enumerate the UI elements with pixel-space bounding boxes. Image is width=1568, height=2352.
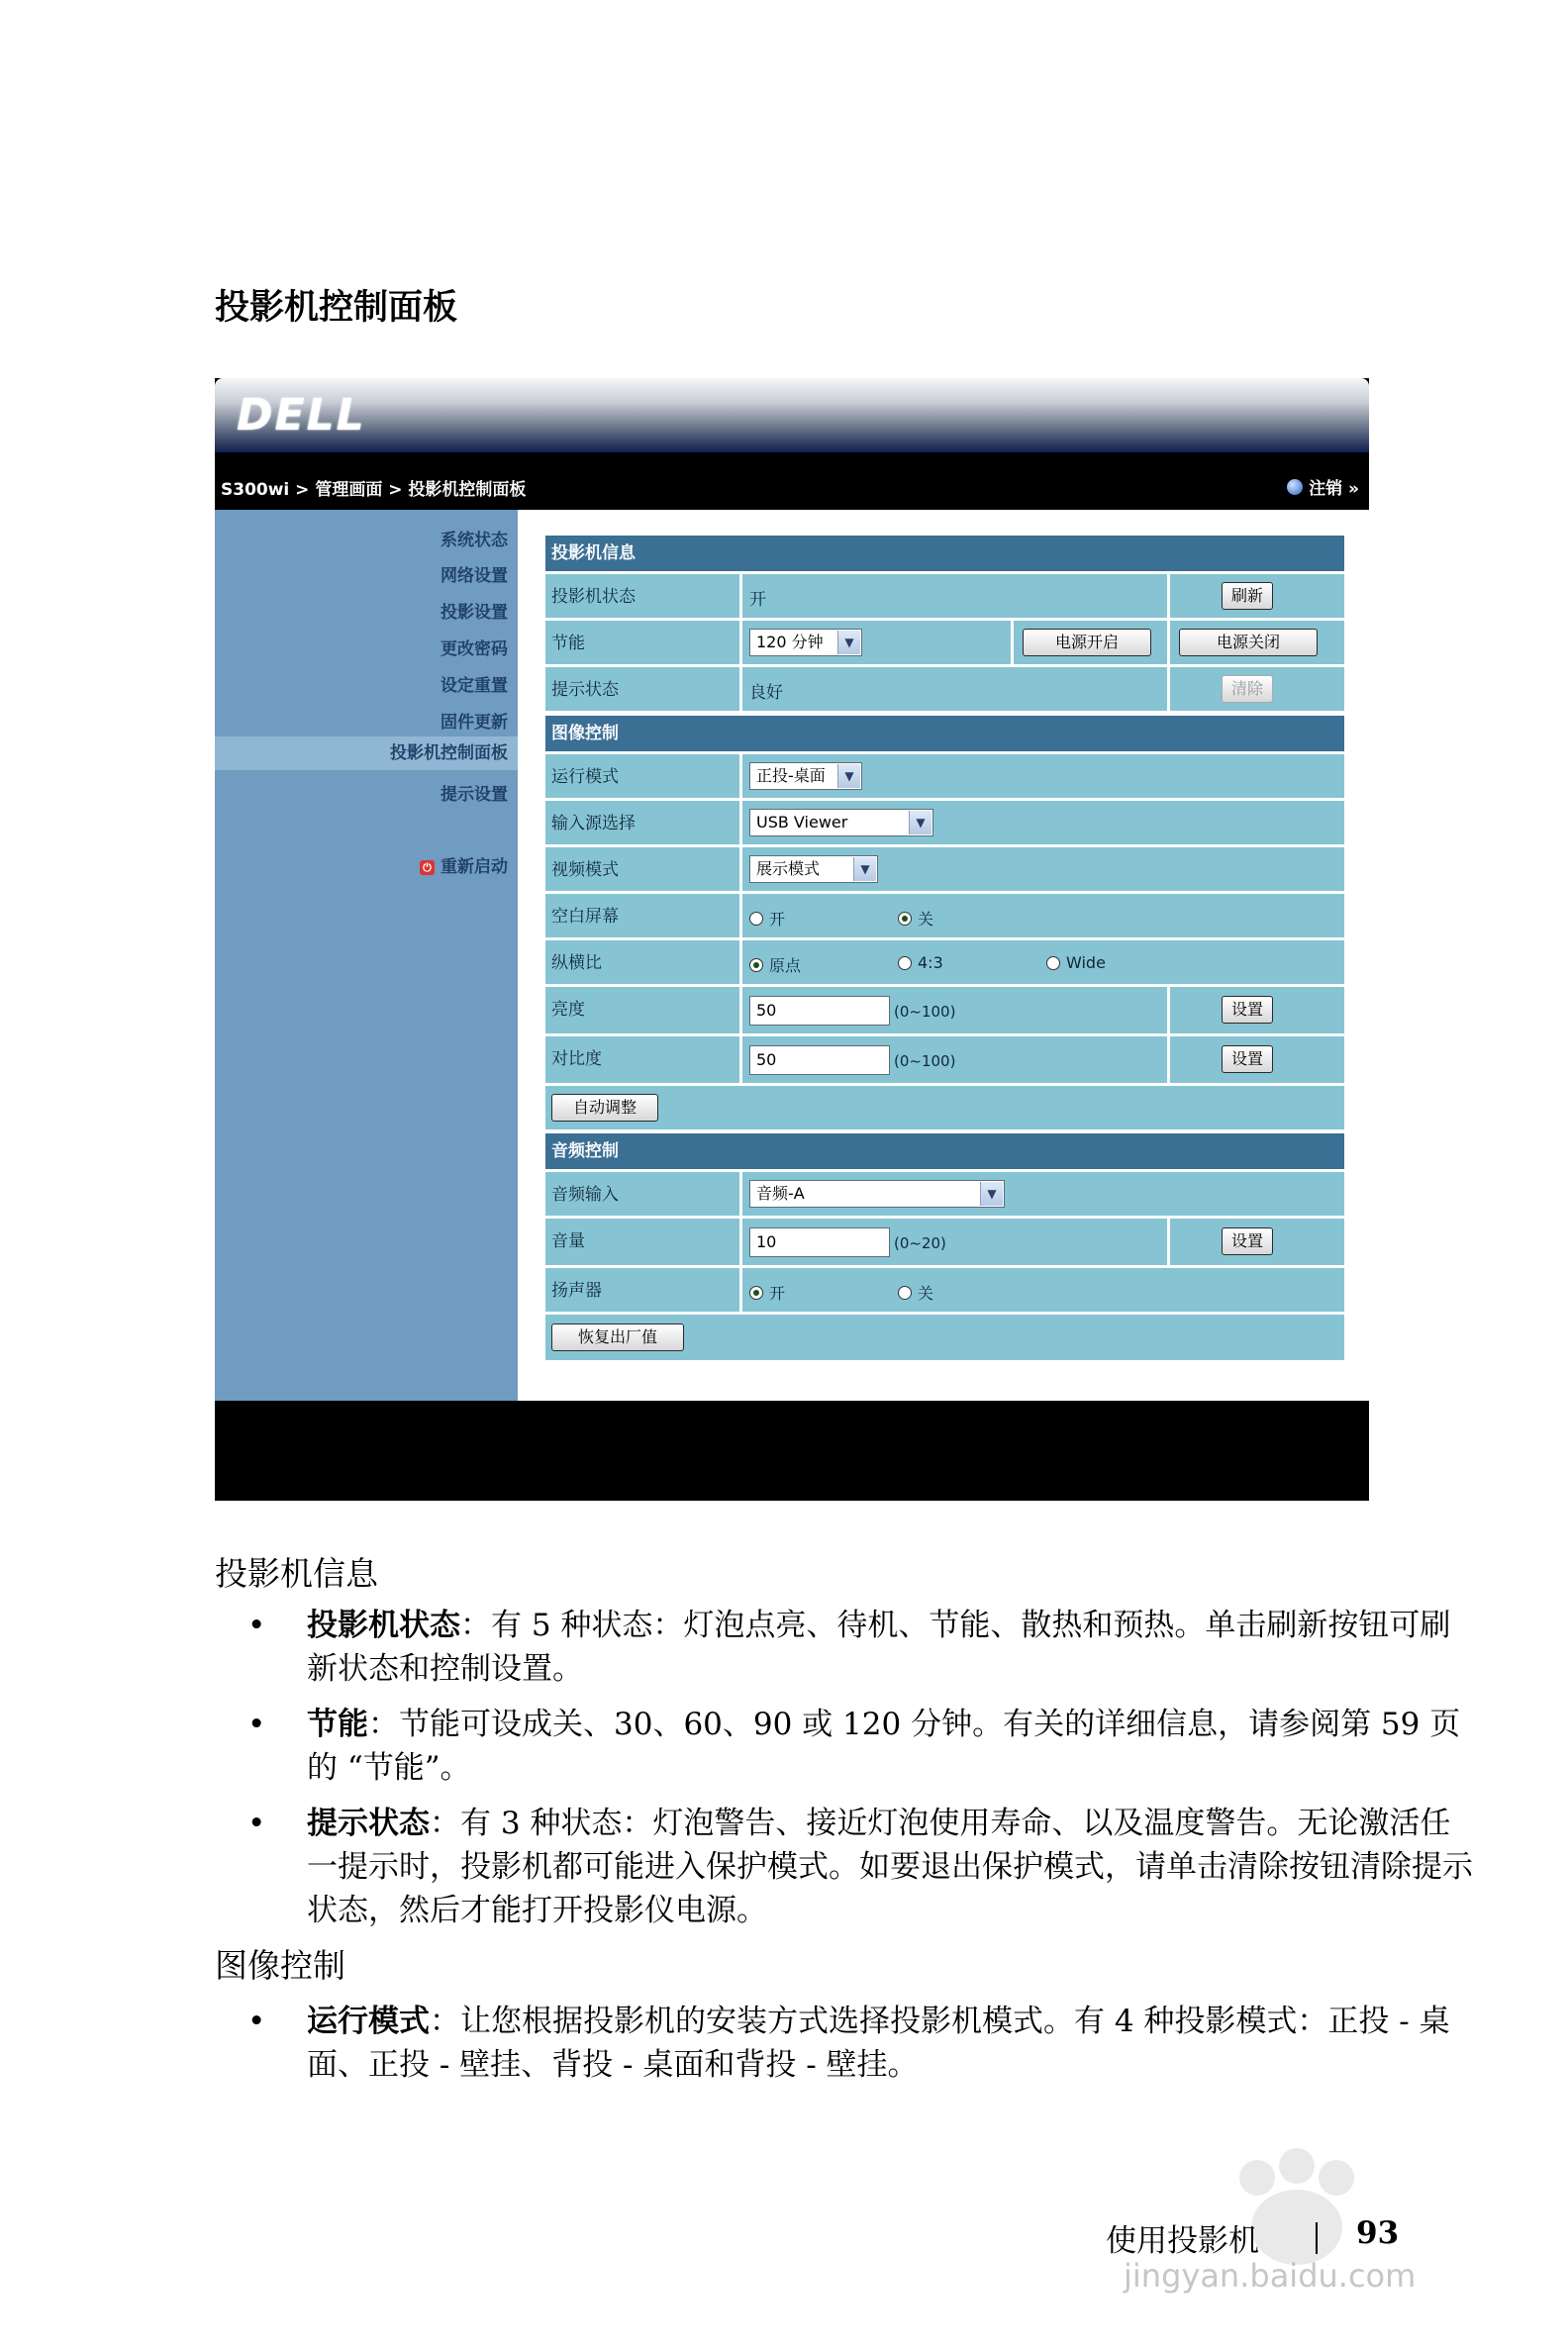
subheading-projector-info: 投影机信息 bbox=[215, 1554, 378, 1593]
row-volume bbox=[545, 1219, 1344, 1265]
row-auto-adjust bbox=[545, 1086, 1344, 1129]
control-panel-main bbox=[518, 510, 1369, 1401]
sidebar-item-system-status[interactable]: 系统状态 bbox=[441, 531, 508, 550]
power-icon: ⏻ bbox=[420, 860, 435, 875]
refresh-button[interactable]: 刷新 bbox=[1222, 582, 1273, 610]
aspect-original-radio[interactable]: 原点 bbox=[749, 953, 801, 976]
breadcrumb: S300wi > 管理画面 > 投影机控制面板 bbox=[221, 480, 527, 500]
clear-button[interactable]: 清除 bbox=[1222, 675, 1273, 703]
chevron-down-icon: ▼ bbox=[853, 857, 876, 881]
subheading-image-control: 图像控制 bbox=[215, 1946, 345, 1985]
speaker-off-radio[interactable]: 关 bbox=[898, 1281, 933, 1304]
dell-logo: DELL bbox=[237, 390, 366, 441]
chevron-down-icon: ▼ bbox=[837, 764, 860, 788]
sidebar-item-restart[interactable] bbox=[420, 852, 508, 877]
row-audio-input bbox=[545, 1172, 1344, 1216]
aspect-43-radio[interactable]: 4:3 bbox=[898, 953, 943, 972]
radio-icon bbox=[898, 956, 912, 970]
globe-icon bbox=[1287, 479, 1303, 495]
dell-header-bar bbox=[215, 378, 1369, 452]
footer-divider bbox=[1316, 2222, 1318, 2254]
logout-link[interactable] bbox=[1287, 474, 1359, 499]
brightness-set-button[interactable]: 设置 bbox=[1222, 996, 1273, 1024]
logout-label: 注销 » bbox=[1309, 479, 1359, 499]
volume-range: (0~20) bbox=[894, 1234, 946, 1252]
bullet-list-projector-info bbox=[247, 1604, 1473, 1944]
blank-label: 空白屏幕 bbox=[545, 894, 739, 937]
aspect-label: 纵横比 bbox=[545, 940, 739, 984]
list-item: • 运行模式：让您根据投影机的安装方式选择投影机模式。有 4 种投影模式：正投 - 桌面、正投 - 壁挂、背投 - 桌面和背投 - 壁挂。 bbox=[247, 2004, 1450, 2083]
speaker-label: 扬声器 bbox=[545, 1268, 739, 1312]
factory-reset-button[interactable]: 恢复出厂值 bbox=[551, 1323, 684, 1351]
radio-icon bbox=[898, 1286, 912, 1300]
projector-mode-label: 运行模式 bbox=[545, 754, 739, 798]
contrast-label: 对比度 bbox=[545, 1036, 739, 1083]
row-video-mode bbox=[545, 847, 1344, 891]
breadcrumb-bar bbox=[215, 467, 1369, 503]
chevron-down-icon: ▼ bbox=[980, 1182, 1003, 1206]
row-speaker bbox=[545, 1268, 1344, 1312]
audio-input-label: 音频输入 bbox=[545, 1172, 739, 1216]
list-item: • 投影机状态：有 5 种状态：灯泡点亮、待机、节能、散热和预热。单击刷新按钮可刷新状态和控制设置。 bbox=[247, 1608, 1451, 1687]
row-projector-mode bbox=[545, 754, 1344, 798]
blank-on-radio[interactable]: 开 bbox=[749, 907, 785, 930]
list-item: • 提示状态：有 3 种状态：灯泡警告、接近灯泡使用寿命、以及温度警告。无论激活任一提示时，投影机都可能进入保护模式。如要退出保护模式，请单击清除按钮清除提示状态，然后才能打开投影仪电源。 bbox=[247, 1806, 1473, 1928]
blank-off-radio[interactable]: 关 bbox=[898, 907, 933, 930]
row-contrast bbox=[545, 1036, 1344, 1083]
source-label: 输入源选择 bbox=[545, 801, 739, 844]
sidebar-item-reset[interactable]: 设定重置 bbox=[441, 676, 508, 696]
chevron-down-icon: ▼ bbox=[837, 631, 860, 654]
row-input-source bbox=[545, 801, 1344, 844]
row-blank-screen bbox=[545, 894, 1344, 937]
radio-icon bbox=[749, 912, 763, 926]
radio-selected-icon bbox=[749, 958, 763, 972]
volume-label: 音量 bbox=[545, 1219, 739, 1265]
aspect-wide-radio[interactable]: Wide bbox=[1046, 953, 1106, 972]
section-projector-info: 投影机信息 bbox=[545, 536, 1344, 571]
speaker-on-radio[interactable]: 开 bbox=[749, 1281, 785, 1304]
brightness-input[interactable]: 50 bbox=[749, 996, 890, 1026]
video-mode-label: 视频模式 bbox=[545, 847, 739, 891]
projector-mode-select[interactable]: 正投-桌面 ▼ bbox=[749, 762, 862, 790]
sidebar-item-firmware-update[interactable]: 固件更新 bbox=[441, 713, 508, 733]
contrast-set-button[interactable]: 设置 bbox=[1222, 1045, 1273, 1073]
sidebar-item-projector-settings[interactable]: 投影设置 bbox=[441, 603, 508, 623]
row-factory-reset bbox=[545, 1315, 1344, 1360]
row-alert-status bbox=[545, 667, 1344, 711]
radio-selected-icon bbox=[749, 1286, 763, 1300]
brightness-range: (0~100) bbox=[894, 1003, 956, 1021]
page-heading: 投影机控制面板 bbox=[215, 288, 458, 328]
row-power-saving bbox=[545, 621, 1344, 664]
sidebar bbox=[215, 510, 518, 1401]
power-on-button[interactable]: 电源开启 bbox=[1023, 629, 1151, 656]
source-select[interactable]: USB Viewer ▼ bbox=[749, 809, 933, 836]
audio-input-select[interactable]: 音频-A ▼ bbox=[749, 1180, 1005, 1208]
radio-selected-icon bbox=[898, 912, 912, 926]
row-brightness bbox=[545, 987, 1344, 1033]
auto-adjust-button[interactable]: 自动调整 bbox=[551, 1094, 658, 1122]
screenshot-footer-bar bbox=[215, 1401, 1369, 1501]
page-number: 93 bbox=[1356, 2215, 1400, 2251]
power-off-button[interactable]: 电源关闭 bbox=[1179, 629, 1318, 656]
contrast-input[interactable]: 50 bbox=[749, 1045, 890, 1075]
footer-section-label: 使用投影机 bbox=[1106, 2223, 1259, 2259]
sidebar-item-network-settings[interactable]: 网络设置 bbox=[441, 566, 508, 586]
row-aspect-ratio bbox=[545, 940, 1344, 984]
video-mode-select[interactable]: 展示模式 ▼ bbox=[749, 855, 878, 883]
section-audio-control: 音频控制 bbox=[545, 1133, 1344, 1169]
status-value: 开 bbox=[749, 590, 766, 610]
volume-set-button[interactable]: 设置 bbox=[1222, 1227, 1273, 1255]
sidebar-item-change-password[interactable]: 更改密码 bbox=[441, 639, 508, 659]
alert-label: 提示状态 bbox=[545, 667, 739, 711]
volume-input[interactable]: 10 bbox=[749, 1227, 890, 1257]
section-image-control: 图像控制 bbox=[545, 716, 1344, 751]
contrast-range: (0~100) bbox=[894, 1052, 956, 1070]
chevron-down-icon: ▼ bbox=[909, 811, 931, 834]
brightness-label: 亮度 bbox=[545, 987, 739, 1033]
sidebar-item-alert-settings[interactable]: 提示设置 bbox=[441, 785, 508, 805]
bullet-list-image-control bbox=[247, 2000, 1450, 2099]
radio-icon bbox=[1046, 956, 1060, 970]
alert-value: 良好 bbox=[749, 683, 783, 703]
watermark-url: jingyan.baidu.com bbox=[1124, 2257, 1417, 2295]
projector-web-ui-screenshot bbox=[215, 378, 1369, 1501]
power-save-label: 节能 bbox=[545, 621, 739, 664]
sidebar-item-control-panel[interactable]: 投影机控制面板 bbox=[215, 736, 518, 770]
list-item: • 节能：节能可设成关、30、60、90 或 120 分钟。有关的详细信息，请参阅第 59 页的 “节能”。 bbox=[247, 1707, 1461, 1786]
row-projector-status bbox=[545, 574, 1344, 618]
restart-label: 重新启动 bbox=[441, 857, 508, 877]
status-label: 投影机状态 bbox=[545, 574, 739, 618]
power-save-select[interactable]: 120 分钟 ▼ bbox=[749, 629, 862, 656]
